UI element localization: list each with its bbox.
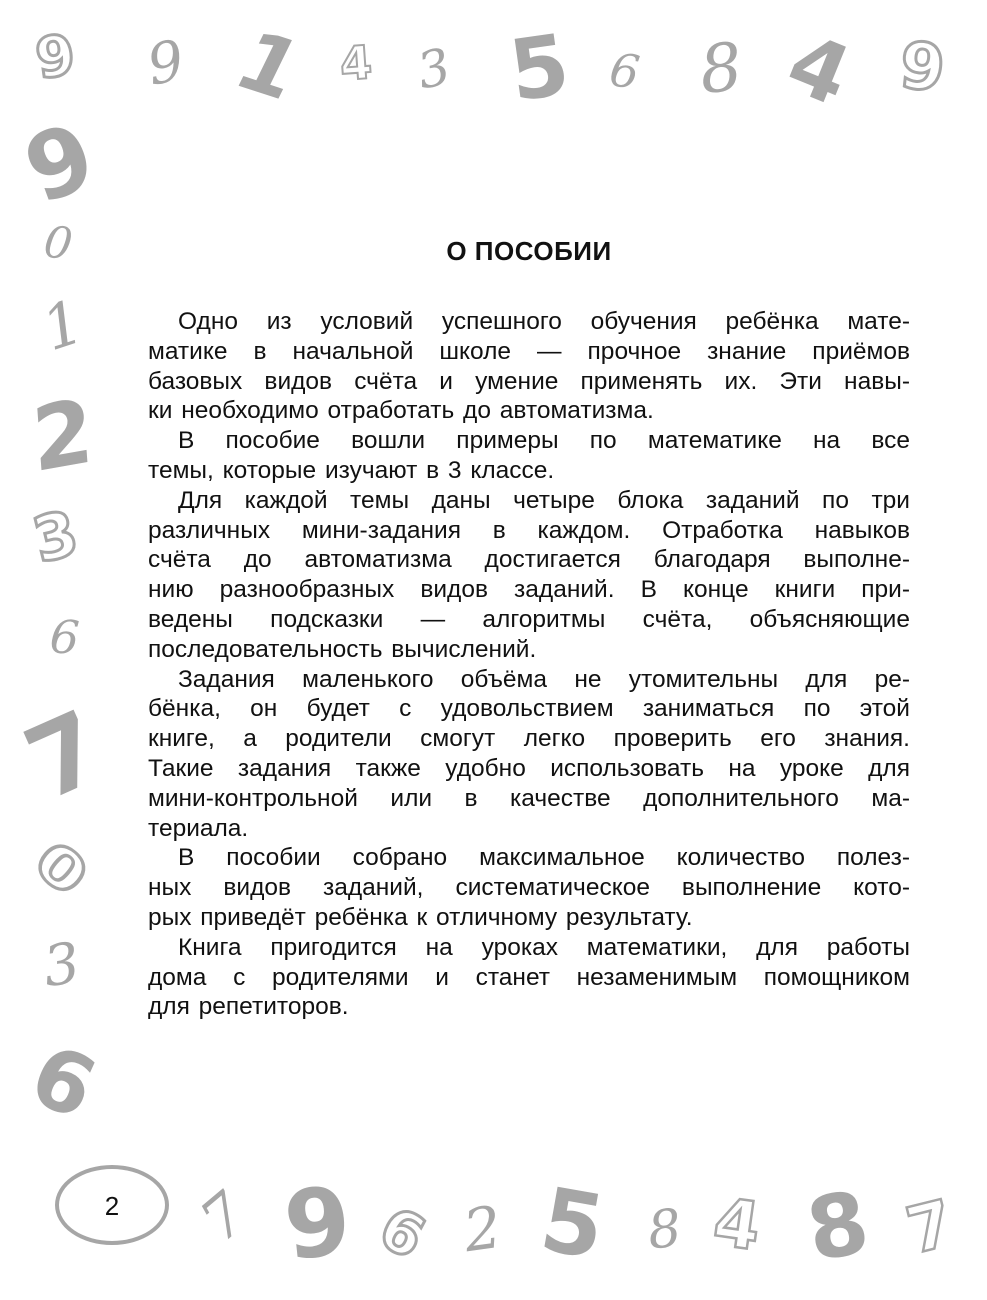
body-text <box>148 307 910 1022</box>
decorative-digit: 8 <box>696 28 746 109</box>
paragraph-line: рых приведёт ребёнка к отличному результату. <box>148 903 693 931</box>
decorative-digit: 4 <box>774 15 863 126</box>
paragraph-line: Задания маленького объёма не утомительны для ре- <box>178 665 910 693</box>
paragraph-line: ки необходимо отработать до автоматизма. <box>148 397 654 425</box>
paragraph-line: ведены подсказки — алгоритмы счёта, объясняющие <box>148 605 910 633</box>
decorative-digit: 5 <box>503 15 575 121</box>
decorative-digit: 9 <box>279 1166 356 1283</box>
paragraph-line: нию разнообразных видов заданий. В конце книги при- <box>148 576 910 604</box>
decorative-digit: 4 <box>708 1183 766 1266</box>
paragraph-line: В пособии собрано максимальное количество полез- <box>178 844 910 872</box>
paragraph-line: В пособие вошли примеры по математике на все <box>178 427 910 455</box>
paragraph-line: дома с родителями и станет незаменимым помощником <box>148 963 910 991</box>
paragraph-line: матике в начальной школе — прочное знание приёмов <box>148 337 910 365</box>
decorative-digit: 6 <box>368 1193 436 1273</box>
decorative-digit: 0 <box>22 828 101 909</box>
decorative-digit: 4 <box>338 34 374 92</box>
paragraph-line: Такие задания также удобно использовать на уроке для <box>148 754 910 782</box>
decorative-digit: 9 <box>31 22 80 93</box>
paragraph-line: базовых видов счёта и умение применять их. Эти навы- <box>148 367 910 395</box>
decorative-digit: 2 <box>28 378 97 493</box>
decorative-digit: 1 <box>220 14 317 119</box>
decorative-digit: 2 <box>459 1192 506 1266</box>
decorative-digit: 7 <box>187 1179 260 1255</box>
decorative-digit: 3 <box>39 930 84 1001</box>
paragraph-line: Одно из условий успешного обучения ребёнка мате- <box>178 308 910 335</box>
paragraph-line: для репетиторов. <box>148 993 349 1021</box>
decorative-digit: 8 <box>799 1172 877 1282</box>
decorative-digit: 9 <box>11 102 109 225</box>
decorative-digit: 9 <box>142 28 189 99</box>
paragraph-line: териала. <box>148 814 249 842</box>
decorative-digit: 3 <box>412 37 456 101</box>
decorative-digit: 0 <box>40 216 76 271</box>
paragraph-line: книге, а родители смогут легко проверить его знания. <box>148 725 910 753</box>
decorative-digit: 7 <box>9 687 121 824</box>
paragraph-line: ных видов заданий, систематическое выполнение кото- <box>148 874 910 902</box>
page-title: О ПОСОБИИ <box>446 236 612 266</box>
decorative-digit: 7 <box>899 1186 961 1270</box>
decorative-digit: 1 <box>34 286 93 366</box>
paragraph-line: Для каждой темы даны четыре блока заданий по три <box>178 486 910 514</box>
paragraph-line: бёнка, он будет с удовольствием заниматься по этой <box>148 695 910 723</box>
decorative-digit: 6 <box>16 1025 110 1139</box>
decorative-digit: 9 <box>896 28 949 108</box>
page-number-badge <box>55 1165 169 1245</box>
paragraph-line: темы, которые изучают в 3 классе. <box>148 456 555 484</box>
paragraph-line: мини-контрольной или в качестве дополнительного ма- <box>148 784 910 812</box>
decorative-digit: 6 <box>606 42 643 100</box>
decorative-digit: 6 <box>48 609 82 665</box>
paragraph-line: последовательность вычислений. <box>148 635 537 663</box>
decorative-digit: 3 <box>25 495 86 578</box>
page-number: 2 <box>104 1191 120 1221</box>
paragraph-line: различных мини-задания в каждом. Отработка навыков <box>148 516 910 544</box>
decorative-digit: 8 <box>644 1198 685 1262</box>
paragraph-line: счёта до автоматизма достигается благодаря выполне- <box>148 546 910 574</box>
paragraph-line: Книга пригодится на уроках математики, для работы <box>178 933 910 961</box>
decorative-digit: 5 <box>533 1167 612 1280</box>
